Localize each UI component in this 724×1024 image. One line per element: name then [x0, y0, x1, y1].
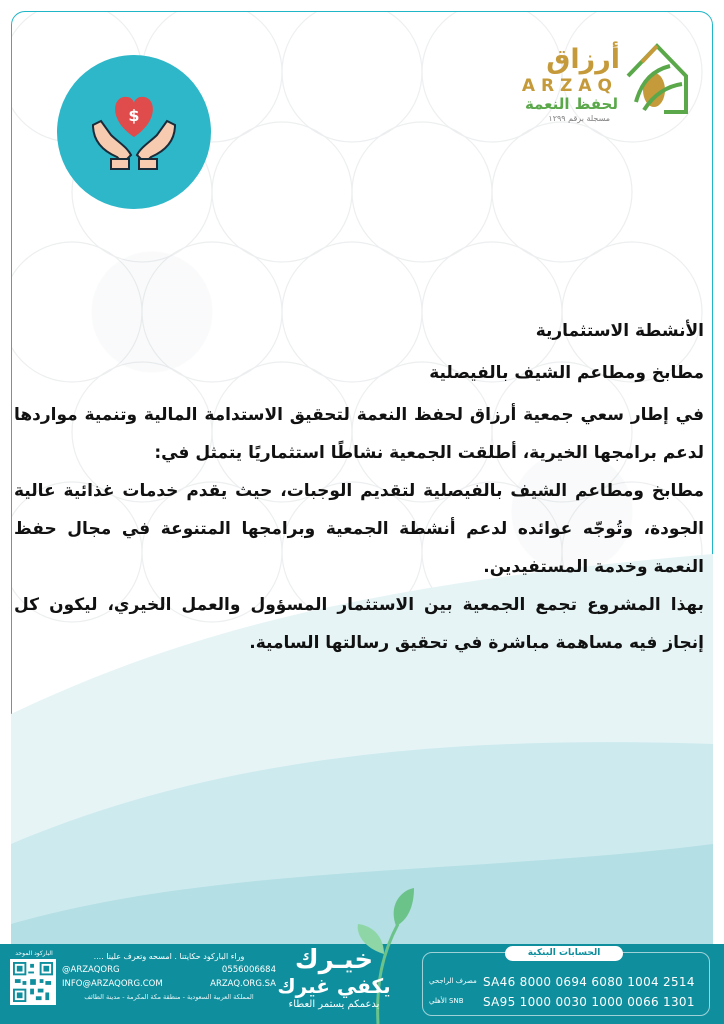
- bank-accounts-title: الحسابات البنكية: [505, 946, 623, 961]
- bank-name-snb: SNB الأهلي: [429, 997, 464, 1005]
- qr-section: [10, 950, 58, 1018]
- charity-icon-circle: [57, 55, 211, 209]
- arzaq-logo: [500, 40, 690, 130]
- footer-bar: [0, 944, 724, 1024]
- social-handle[interactable]: @ARZAQORG: [62, 965, 120, 975]
- slogan-line-2: يكفي غيرك: [277, 974, 391, 998]
- bank-name-rajhi: مصرف الراجحي: [429, 977, 477, 985]
- slogan: [264, 946, 404, 1022]
- email-address[interactable]: INFO@ARZAQORG.COM: [62, 979, 163, 989]
- logo-tagline: لحفظ النعمة: [524, 95, 618, 113]
- logo-arabic-name: أرزاق: [546, 44, 620, 75]
- slogan-line-1: خيـرك: [294, 945, 374, 975]
- paragraph-description: مطابخ ومطاعم الشيف بالفيصلية لتقديم الوجبات، حيث يقدم خدمات غذائية عالية الجودة، وتُوجّه عوائده لدعم أنشطة الجمعية وبرامجها المتنوعة في مجال حفظ النعمة وخدمة المستفيدين.: [14, 481, 704, 577]
- barcode-invite: وراء الباركود حكايتنا . امسحه وتعرف علينا ....: [93, 952, 245, 961]
- iban-rajhi: SA46 8000 0694 6080 1004 2514: [483, 975, 695, 989]
- address: المملكة العربية السعودية - منطقة مكة المكرمة - مدينة الطائف: [84, 993, 254, 1001]
- hands-holding-heart-icon: [87, 85, 181, 179]
- contact-info: [62, 952, 276, 1001]
- slogan-line-3: بدعمكم يستمر العطاء: [288, 999, 380, 1010]
- phone-number[interactable]: 0556006684: [221, 965, 276, 975]
- paragraph-conclusion: بهذا المشروع تجمع الجمعية بين الاستثمار المسؤول والعمل الخيري، ليكون كل إنجاز فيه مساهمة مباشرة في تحقيق رسالتها السامية.: [14, 595, 704, 653]
- main-content: [14, 312, 704, 662]
- logo-english-name: ARZAQ: [521, 76, 618, 96]
- arzaq-logo-mark-icon: [624, 40, 690, 120]
- dollar-sign: $: [128, 106, 140, 125]
- iban-snb: SA95 1000 0030 1000 0066 1301: [483, 995, 695, 1009]
- qr-code-icon[interactable]: [10, 959, 56, 1005]
- project-title: مطابخ ومطاعم الشيف بالفيصلية: [429, 363, 704, 383]
- bank-accounts-box: [422, 948, 710, 1016]
- logo-registration: مسجلة برقم ١٢٩٩: [548, 114, 610, 123]
- website-link[interactable]: ARZAQ.ORG.SA: [210, 979, 276, 989]
- paragraph-intro: في إطار سعي جمعية أرزاق لحفظ النعمة لتحقيق الاستدامة المالية وتنمية مواردها لدعم برامجها الخيرية، أطلقت الجمعية نشاطًا استثماريًا يتمثل في:: [14, 405, 704, 463]
- qr-label: الباركود الموحد: [15, 950, 53, 957]
- section-heading: الأنشطة الاستثمارية: [535, 321, 704, 341]
